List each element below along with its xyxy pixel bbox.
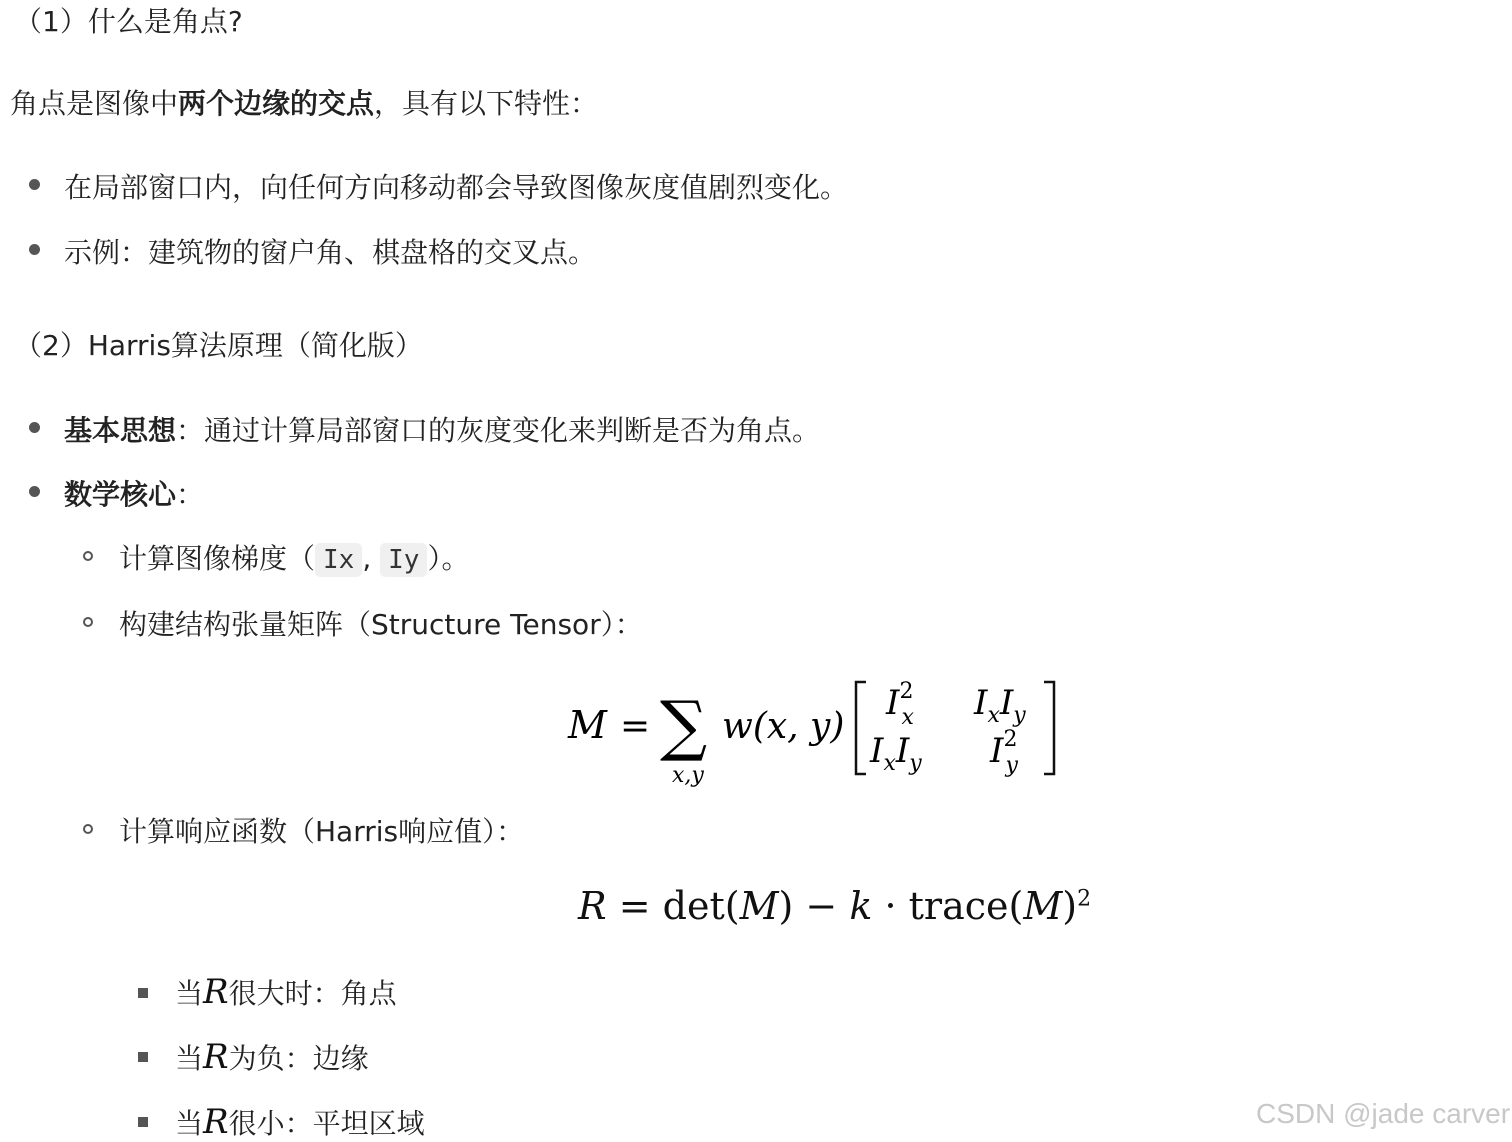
list-item (175, 1037, 369, 1077)
list-item: 构建结构张量矩阵（Structure Tensor）： (119, 608, 643, 641)
matrix-cell-11: $I^2$ x (886, 679, 914, 730)
case-post: 为负：边缘 (228, 1042, 369, 1075)
eq2-r: R (578, 884, 607, 928)
bullet-disc-icon (29, 422, 40, 433)
gradient-text-a: 计算图像梯度（ (119, 542, 316, 575)
case-post: 很大时：角点 (228, 977, 397, 1010)
code-ix: Ix (315, 543, 362, 577)
watermark: CSDN @jade carver (1256, 1098, 1511, 1129)
intro-text-a: 角点是图像中 (10, 87, 179, 120)
case-pre: 当 (175, 1042, 204, 1075)
bullet-circle-icon (83, 824, 93, 834)
eq2-m2: M (1023, 884, 1063, 928)
eq2-equals: = (618, 884, 651, 928)
eq2-trace: trace (908, 884, 1009, 928)
structure-tensor-equation (560, 670, 1070, 795)
basic-idea-label: 基本思想 (64, 414, 177, 447)
list-item: 示例：建筑物的窗户角、棋盘格的交叉点。 (64, 236, 597, 269)
section-1-heading: （1）什么是角点? (14, 5, 243, 38)
eq2-dot: · (884, 884, 897, 928)
bullet-disc-icon (29, 486, 40, 497)
eq1-sum-sub: x,y (672, 763, 704, 788)
eq2-m1: M (739, 884, 779, 928)
eq1-lhs: M (568, 703, 607, 747)
summation-icon: ∑ (660, 687, 708, 764)
list-item (175, 972, 397, 1012)
intro-text-bold: 两个边缘的交点 (178, 87, 375, 120)
list-item: 在局部窗口内，向任何方向移动都会导致图像灰度值剧烈变化。 (64, 171, 849, 204)
matrix-cell-12: $I_xI_y$ (974, 683, 1026, 728)
list-item (64, 473, 204, 513)
math-core-text: ： (176, 478, 205, 511)
matrix-right-bracket (1044, 682, 1054, 774)
intro-paragraph (10, 82, 598, 122)
eq1-weight: w(x, y) (722, 706, 845, 747)
code-iy: Iy (380, 543, 427, 577)
harris-response-equation: $R = \det(M) - k \cdot trace(M)^2$ (578, 884, 1092, 928)
matrix-left-bracket (856, 682, 866, 774)
bullet-square-icon (138, 988, 148, 998)
bullet-disc-icon (29, 244, 40, 255)
section-2-heading: （2）Harris算法原理（简化版） (14, 329, 423, 362)
bullet-disc-icon (29, 179, 40, 190)
bullet-square-icon (138, 1117, 148, 1127)
intro-text-b: ，具有以下特性： (374, 87, 599, 120)
bullet-circle-icon (83, 617, 93, 627)
gradient-sep: , (362, 542, 372, 575)
case-pre: 当 (175, 977, 204, 1010)
matrix-cell-22: $I^2$ y (990, 727, 1018, 778)
list-item (119, 537, 469, 577)
math-core-label: 数学核心 (64, 478, 177, 511)
list-item: 计算响应函数（Harris响应值）： (119, 815, 525, 848)
case-var: R (203, 972, 229, 1012)
eq1-equals: = (620, 706, 651, 747)
case-var: R (203, 1102, 229, 1142)
matrix-cell-21: $I_xI_y$ (870, 731, 922, 776)
eq2-det: det (662, 884, 725, 928)
eq2-k: k (849, 884, 873, 928)
case-post: 很小：平坦区域 (228, 1107, 425, 1140)
eq2-exponent: 2 (1077, 886, 1092, 912)
list-item (175, 1102, 425, 1142)
bullet-square-icon (138, 1052, 148, 1062)
case-var: R (203, 1037, 229, 1077)
eq2-minus: − (805, 884, 838, 928)
list-item (64, 409, 820, 449)
bullet-circle-icon (83, 551, 93, 561)
gradient-text-b: ）。 (427, 542, 470, 575)
case-pre: 当 (175, 1107, 204, 1140)
basic-idea-text: ：通过计算局部窗口的灰度变化来判断是否为角点。 (176, 414, 821, 447)
